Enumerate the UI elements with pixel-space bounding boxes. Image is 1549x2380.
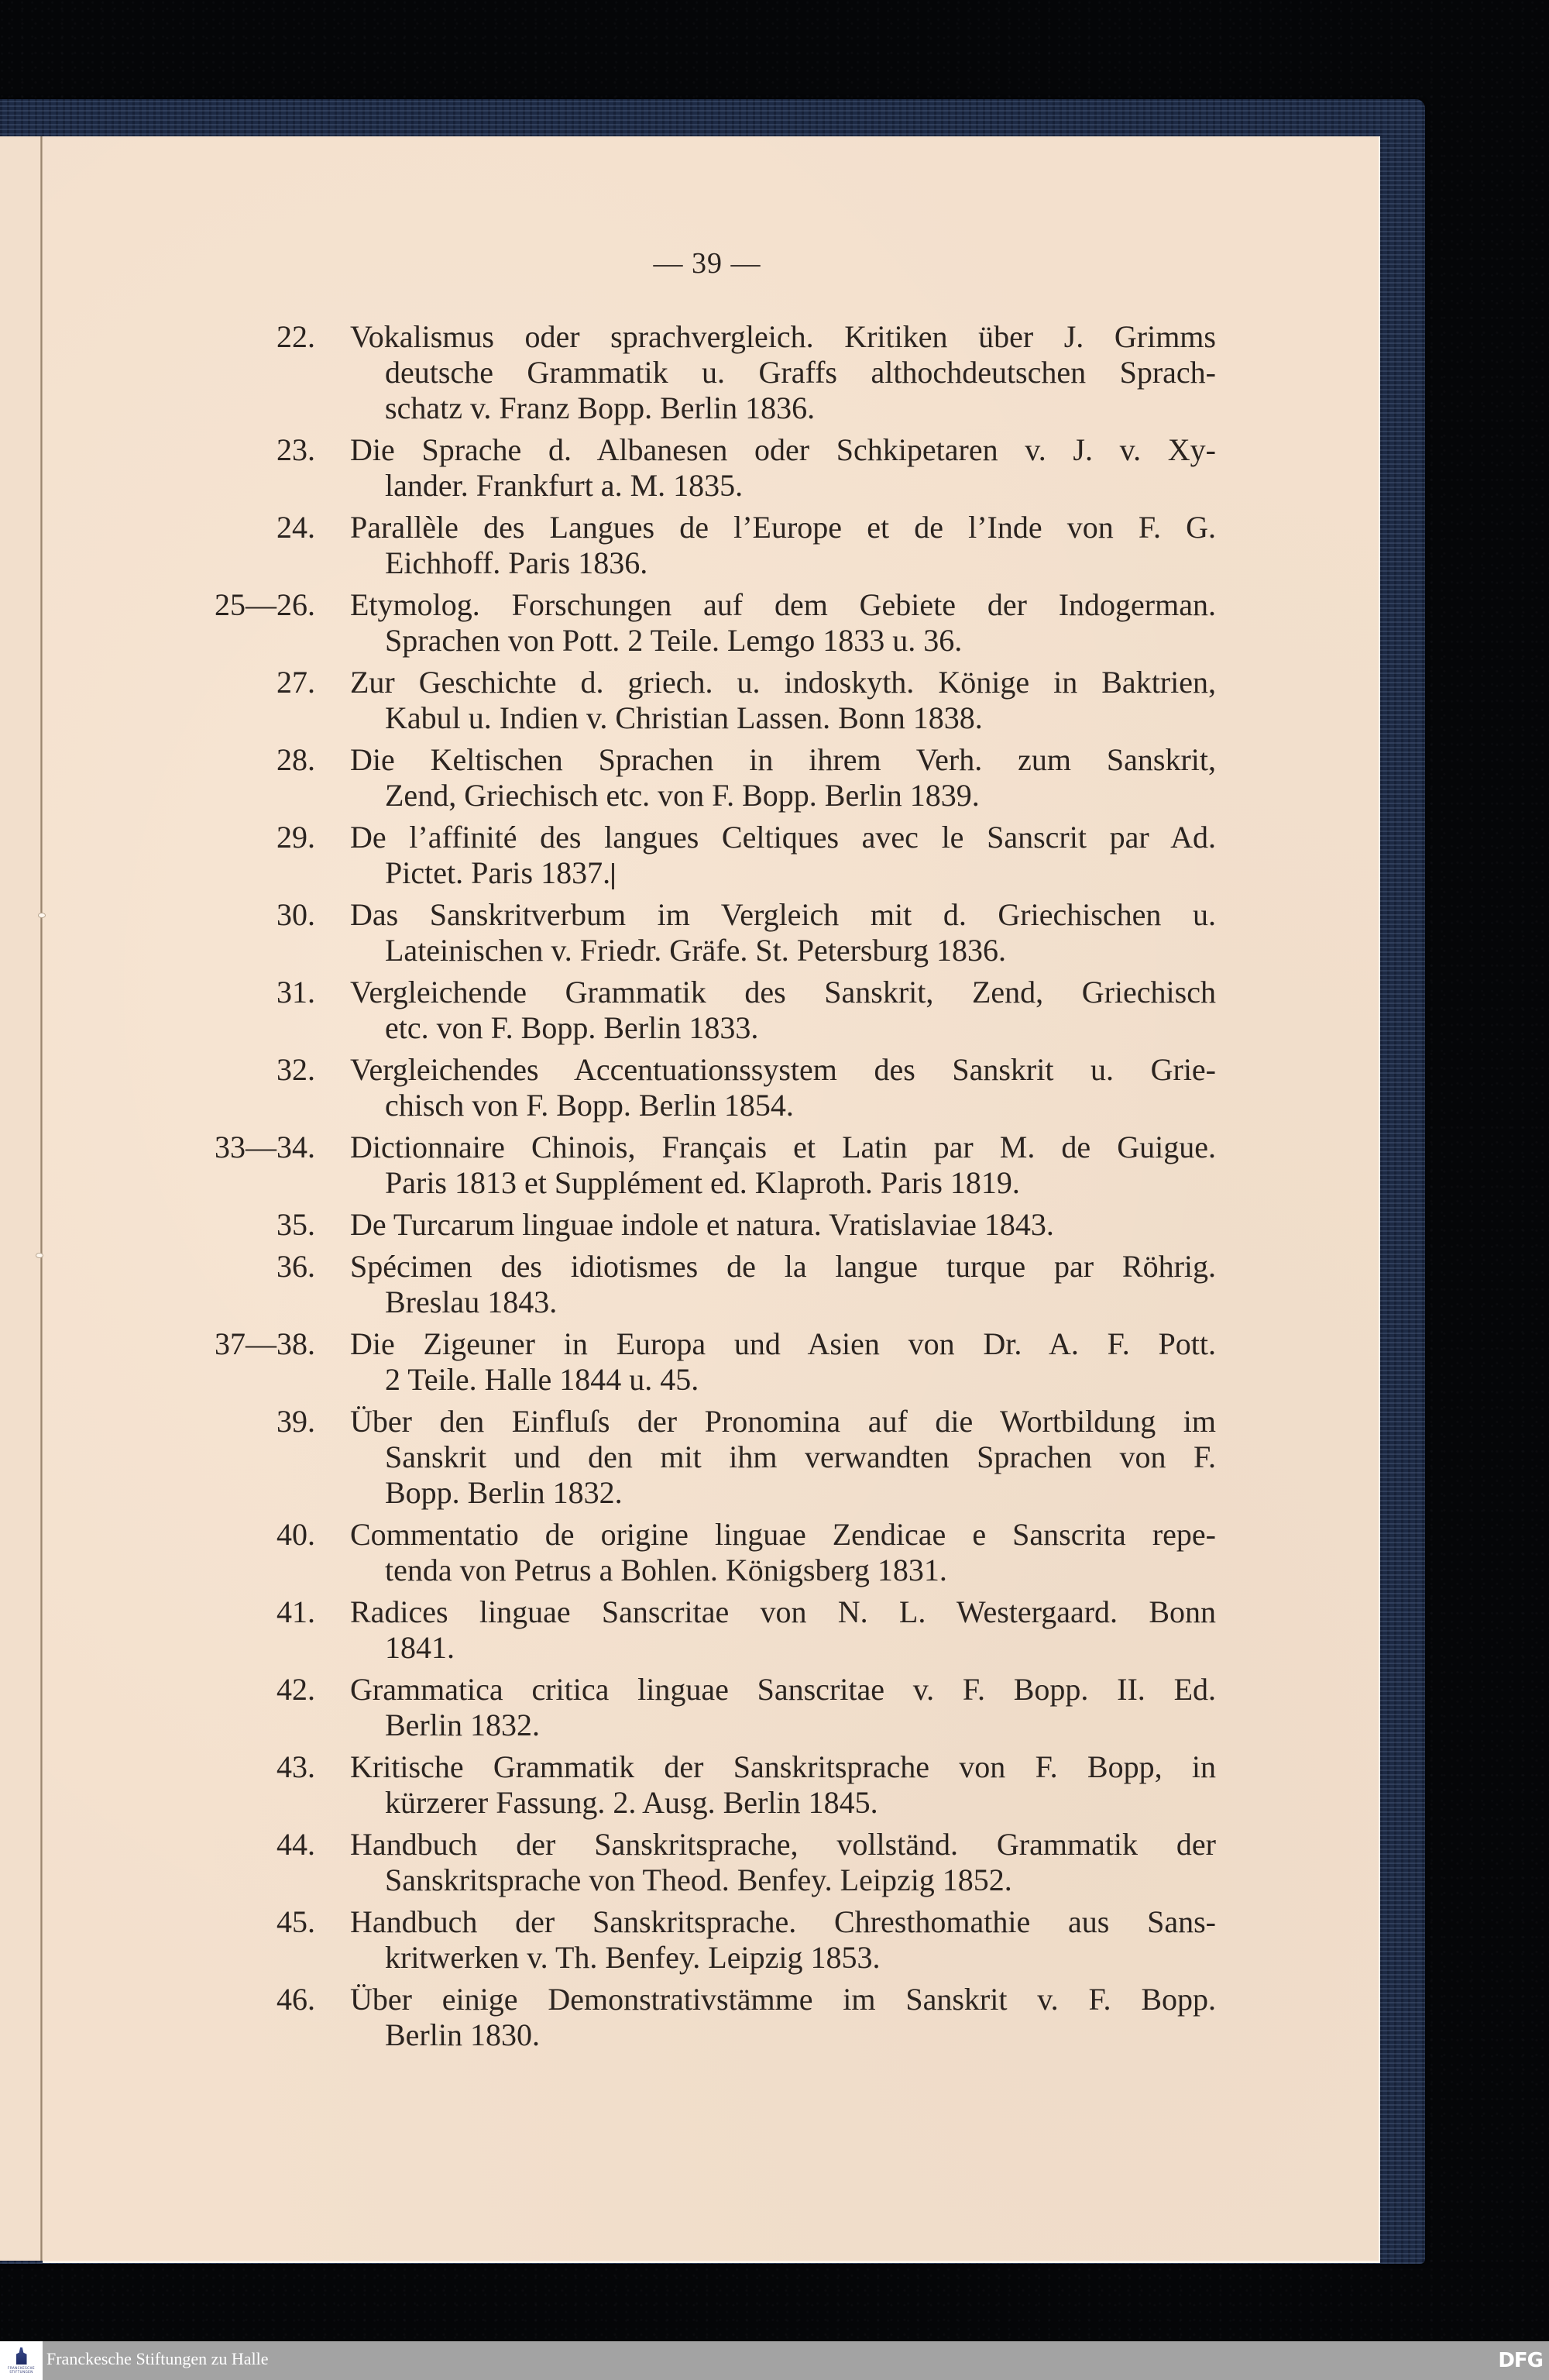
entry-text: [350, 1404, 1216, 1511]
entry-number: 37—38.: [215, 1326, 315, 1361]
entry-text: [350, 1594, 1216, 1666]
entry-number: 22.: [276, 319, 315, 354]
bibliography-list: [0, 319, 1224, 2059]
entry-number: 42.: [276, 1672, 315, 1707]
entry-line: Die Sprache d. Albanesen oder Schkipetaren v. J. v. Xy-: [350, 432, 1216, 467]
entry-text: [350, 742, 1216, 813]
list-item: [0, 1904, 1224, 1976]
entry-text: [350, 1249, 1216, 1320]
entry-line: schatz v. Franz Bopp. Berlin 1836.: [385, 390, 816, 425]
entry-line: Pictet. Paris 1837.: [350, 855, 1216, 891]
footer-bar: [0, 2341, 1549, 2380]
list-item: [0, 1404, 1224, 1511]
entry-line: Grammatica critica linguae Sanscritae v. F. Bopp. II. Ed.: [350, 1672, 1216, 1707]
entry-line: kritwerken v. Th. Benfey. Leipzig 1853.: [385, 1940, 881, 1975]
entry-line: Sanskrit und den mit ihm verwandten Sprachen von F.: [385, 1439, 1216, 1474]
entry-text: [350, 897, 1216, 968]
entry-line: Radices linguae Sanscritae von N. L. Westergaard. Bonn: [350, 1594, 1216, 1629]
entry-number: 29.: [276, 820, 315, 855]
entry-line: Etymolog. Forschungen auf dem Gebiete der Indogerman.: [350, 587, 1216, 622]
entry-line: tenda von Petrus a Bohlen. Königsberg 1831.: [385, 1553, 947, 1587]
entry-line: Vokalismus oder sprachvergleich. Kritiken über J. Grimms: [350, 319, 1216, 354]
list-item: [0, 975, 1224, 1046]
entry-line: Breslau 1843.: [385, 1285, 558, 1319]
entry-number: 35.: [276, 1207, 315, 1242]
dfg-logo[interactable]: DFG: [1498, 2349, 1543, 2372]
institution-name[interactable]: Franckesche Stiftungen zu Halle: [46, 2349, 269, 2368]
entry-text: [350, 1904, 1216, 1976]
entry-text: [350, 1517, 1216, 1588]
entry-text: [350, 1207, 1216, 1243]
entry-line: Die Zigeuner in Europa und Asien von Dr. A. F. Pott.: [350, 1326, 1216, 1361]
entry-line: Sanskritsprache von Theod. Benfey. Leipzig 1852.: [385, 1862, 1012, 1897]
entry-number: 23.: [276, 432, 315, 467]
entry-number: 30.: [276, 897, 315, 932]
entry-line: 1841.: [385, 1630, 455, 1665]
entry-line: lander. Frankfurt a. M. 1835.: [385, 468, 744, 503]
entry-line: Bopp. Berlin 1832.: [385, 1475, 623, 1510]
list-item: [0, 1052, 1224, 1123]
entry-text: [350, 1052, 1216, 1123]
list-item: [0, 1326, 1224, 1398]
entry-line: Sprachen von Pott. 2 Teile. Lemgo 1833 u. 36.: [385, 623, 963, 658]
entry-text: [350, 1326, 1216, 1398]
entry-number: 44.: [276, 1827, 315, 1862]
entry-line: Handbuch der Sanskritsprache. Chresthomathie aus Sans-: [350, 1904, 1216, 1939]
list-item: [0, 1207, 1224, 1243]
logo-text: FRANCKESCHE STIFTUNGEN: [8, 2366, 35, 2374]
list-item: [0, 510, 1224, 581]
entry-line: Commentatio de origine linguae Zendicae e Sanscrita repe-: [350, 1517, 1216, 1552]
list-item: [0, 1249, 1224, 1320]
entry-text: [350, 510, 1216, 581]
entry-text: [350, 1672, 1216, 1743]
list-item: [0, 319, 1224, 426]
entry-line: Zur Geschichte d. griech. u. indoskyth. Könige in Baktrien,: [350, 665, 1216, 700]
entry-line: Vergleichendes Accentuationssystem des Sanskrit u. Grie-: [350, 1052, 1216, 1087]
entry-number: 25—26.: [215, 587, 315, 622]
entry-line: deutsche Grammatik u. Graffs althochdeutschen Sprach-: [385, 355, 1216, 390]
entry-text: [350, 432, 1216, 504]
entry-line: Dictionnaire Chinois, Français et Latin par M. de Guigue.: [350, 1130, 1216, 1164]
entry-number: 31.: [276, 975, 315, 1009]
franckesche-stiftungen-logo[interactable]: [0, 2341, 43, 2380]
entry-number: 36.: [276, 1249, 315, 1284]
entry-text: [350, 319, 1216, 426]
entry-number: 28.: [276, 742, 315, 777]
entry-text: [350, 1749, 1216, 1821]
entry-line: Das Sanskritverbum im Vergleich mit d. Griechischen u.: [350, 897, 1216, 932]
list-item: [0, 1672, 1224, 1743]
entry-line: Paris 1813 et Supplément ed. Klaproth. Paris 1819.: [385, 1165, 1020, 1200]
entry-line: chisch von F. Bopp. Berlin 1854.: [385, 1088, 794, 1123]
entry-line: Kritische Grammatik der Sanskritsprache von F. Bopp, in: [350, 1749, 1216, 1784]
page-number: — 39 —: [653, 247, 761, 280]
entry-line: Berlin 1830.: [385, 2017, 540, 2052]
entry-line: Lateinischen v. Friedr. Gräfe. St. Petersburg 1836.: [385, 933, 1007, 968]
list-item: [0, 742, 1224, 813]
entry-line: Berlin 1832.: [385, 1708, 540, 1742]
entry-line: kürzerer Fassung. 2. Ausg. Berlin 1845.: [385, 1785, 878, 1820]
entry-text: [350, 1982, 1216, 2053]
entry-text: [350, 1827, 1216, 1898]
entry-line: Eichhoff. Paris 1836.: [385, 545, 648, 580]
list-item: [0, 1749, 1224, 1821]
entry-number: 32.: [276, 1052, 315, 1087]
entry-line: Handbuch der Sanskritsprache, vollständ. Grammatik der: [350, 1827, 1216, 1862]
entry-number: 40.: [276, 1517, 315, 1552]
entry-number: 43.: [276, 1749, 315, 1784]
entry-line: Kabul u. Indien v. Christian Lassen. Bonn 1838.: [385, 700, 983, 735]
entry-line: Vergleichende Grammatik des Sanskrit, Zend, Griechisch: [350, 975, 1216, 1009]
entry-text: [350, 975, 1216, 1046]
list-item: [0, 665, 1224, 736]
entry-number: 39.: [276, 1404, 315, 1439]
entry-number: 27.: [276, 665, 315, 700]
entry-line: Spécimen des idiotismes de la langue turque par Röhrig.: [350, 1249, 1216, 1284]
entry-line: 2 Teile. Halle 1844 u. 45.: [385, 1362, 699, 1397]
entry-text: [350, 587, 1216, 659]
list-item: [0, 1594, 1224, 1666]
print-mark: [612, 863, 614, 889]
entry-number: 33—34.: [215, 1130, 315, 1164]
list-item: [0, 897, 1224, 968]
list-item: [0, 432, 1224, 504]
entry-number: 46.: [276, 1982, 315, 2017]
entry-text: [350, 1130, 1216, 1201]
list-item: [0, 1517, 1224, 1588]
entry-text: [350, 820, 1216, 891]
entry-number: 41.: [276, 1594, 315, 1629]
entry-text: [350, 665, 1216, 736]
entry-number: 45.: [276, 1904, 315, 1939]
entry-line: Über den Einfluſs der Pronomina auf die Wortbildung im: [350, 1404, 1216, 1439]
entry-line: De Turcarum linguae indole et natura. Vratislaviae 1843.: [350, 1207, 1054, 1242]
entry-line: Zend, Griechisch etc. von F. Bopp. Berlin 1839.: [385, 778, 980, 813]
entry-line: Parallèle des Langues de l’Europe et de l’Inde von F. G.: [350, 510, 1216, 545]
entry-line: De l’affinité des langues Celtiques avec le Sanscrit par Ad.: [350, 820, 1216, 855]
logo-figure-icon: [16, 2347, 27, 2365]
list-item: [0, 1982, 1224, 2053]
list-item: [0, 1130, 1224, 1201]
list-item: [0, 1827, 1224, 1898]
entry-line: etc. von F. Bopp. Berlin 1833.: [385, 1010, 759, 1045]
entry-line: Die Keltischen Sprachen in ihrem Verh. zum Sanskrit,: [350, 742, 1216, 777]
list-item: [0, 587, 1224, 659]
entry-line: Über einige Demonstrativstämme im Sanskrit v. F. Bopp.: [350, 1982, 1216, 2017]
entry-number: 24.: [276, 510, 315, 545]
list-item: [0, 820, 1224, 891]
